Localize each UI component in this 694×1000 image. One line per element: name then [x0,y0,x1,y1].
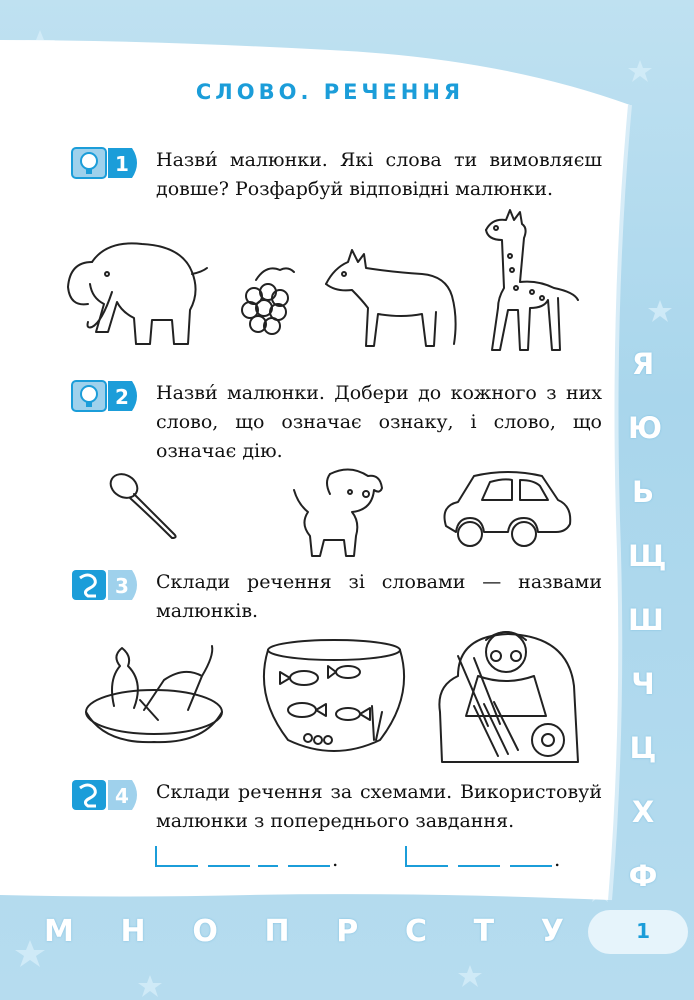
spoon-picture [104,468,180,540]
task-4-badge [70,778,142,812]
bottom-letter: О [192,914,218,949]
scheme-2-period: . [554,847,561,870]
bowl-with-sweets-picture [84,636,226,746]
task-2 [70,379,610,469]
task-4-number: 4 [115,784,129,808]
scheme-1-period: . [332,847,339,870]
task-1-text: Назви́ малюнки. Які слова ти вимовляєш довше? Розфарбуй відповідні малюнки. [156,149,602,200]
task-2-number: 2 [115,385,129,409]
puppy-picture [290,464,388,560]
task-3-badge [70,568,142,602]
task-3-number: 3 [115,574,129,598]
elephant-picture [62,232,212,352]
raspberry-picture [236,262,298,340]
bottom-letter: М [44,914,74,949]
giraffe-picture [478,208,582,354]
bottom-letter: У [540,914,564,949]
side-letter: Ф [628,859,658,893]
task-4 [70,778,610,838]
bottom-letter: П [264,914,290,949]
side-letter: Щ [628,539,667,573]
task-3-text: Склади речення зі словами — назвами малюнків. [156,571,602,622]
side-letter: Ь [631,475,655,509]
bottom-letter: Н [120,914,146,949]
bottom-alphabet [44,914,564,949]
side-letter: Я [631,347,655,381]
page-number-badge [588,910,688,954]
page-title: СЛОВО. РЕЧЕННЯ [195,80,465,104]
side-letter: Х [631,795,655,829]
page-number: 1 [636,919,650,943]
car-picture [438,466,576,552]
bottom-letter: Т [473,914,495,949]
sentence-schemes [154,840,574,870]
wolf-picture [322,248,462,352]
bottom-letter: Р [336,914,359,949]
task-2-text: Назви́ малюнки. Добери до кожного з них слово, що означає ознаку, і слово, що означає дію. [156,382,602,462]
grandmother-knitting-picture [428,616,584,766]
side-letter: Ю [628,411,663,445]
task-4-text: Склади речення за схемами. Використовуй малюнки з попереднього завдання. [156,781,602,832]
side-letter: Ц [629,731,657,765]
side-alphabet [628,332,667,908]
task-1-badge [70,146,142,180]
bottom-letter: С [404,914,427,949]
task-1-number: 1 [115,152,129,176]
task-2-badge [70,379,142,413]
side-letter: Ч [631,667,655,701]
side-letter: Ш [628,603,664,637]
aquarium-picture [258,636,410,754]
